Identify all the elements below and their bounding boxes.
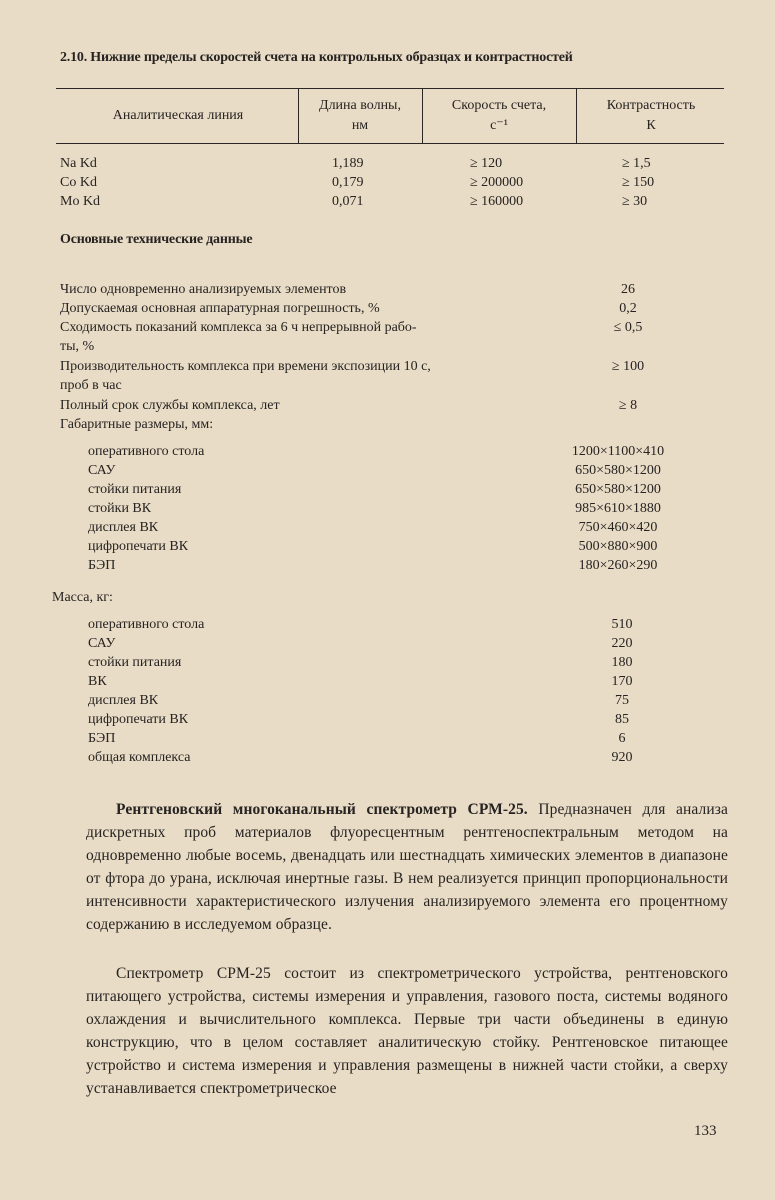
cell-contrast: ≥ 150 — [622, 175, 655, 190]
paragraph-text: Предназначен для анализа дискретных проб материалов флуоресцентным рентгеноспектральным методом на одновременно любые восемь, двенадцать или шестнадцать химических элементов в диапазоне от фтора до урана, исключая инертные газы. В нем реализуется принцип пропорциональности интенсивности характеристического излучения анализируемого элемента его процентному содержанию в исследуемом образце. — [86, 801, 728, 933]
cell-line: Mo Kd — [60, 194, 101, 209]
spec-label-continued: ты, % — [60, 339, 95, 354]
dimension-value: 500×880×900 — [578, 539, 658, 554]
mass-value: 170 — [611, 674, 633, 689]
table-header-rule — [56, 143, 724, 144]
spec-label: Число одновременно анализируемых элементов — [60, 282, 347, 297]
dimension-label: стойки питания — [88, 482, 182, 497]
dimension-value: 650×580×1200 — [575, 463, 661, 478]
table-row — [56, 175, 724, 194]
dimension-value: 180×260×290 — [578, 558, 658, 573]
header-wavelength-line2: нм — [351, 118, 369, 133]
dimension-value: 1200×1100×410 — [571, 444, 665, 459]
cell-wavelength: 0,179 — [332, 175, 364, 190]
header-wavelength-line1: Длина волны, — [319, 98, 401, 113]
dimension-label: стойки ВК — [88, 501, 152, 516]
table-top-rule — [56, 88, 724, 89]
page-number: 133 — [694, 1123, 717, 1139]
paragraph-text: Спектрометр СРМ-25 состоит из спектрометрического устройства, рентгеновского питающего устройства, системы измерения и управления, газового поста, системы водяного охлаждения и вычислительного комплекса. Первые три части объединены в единую конструкцию, что в целом составляет аналитическую стойку. Рентгеновское питающее устройство и система измерения и управления размещены в нижней части стойки, а сверху устанавливается спектрометрическое — [86, 965, 728, 1097]
dimension-label: цифропечати ВК — [88, 539, 189, 554]
mass-value: 180 — [611, 655, 633, 670]
table-caption: 2.10. Нижние пределы скоростей счета на контрольных образцах и контрастностей — [60, 50, 573, 65]
header-contrast-line1: Контрастность — [606, 98, 696, 113]
header-wavelength — [300, 96, 420, 136]
dimension-value: 650×580×1200 — [575, 482, 661, 497]
mass-label: стойки питания — [88, 655, 182, 670]
body-paragraph — [86, 798, 728, 936]
dimension-value: 985×610×1880 — [575, 501, 661, 516]
header-count-rate-line1: Скорость счета, — [451, 98, 547, 113]
section-subheading: Основные технические данные — [60, 232, 253, 247]
mass-value: 6 — [618, 731, 626, 746]
dimension-label: БЭП — [88, 558, 116, 573]
spec-label-continued: проб в час — [60, 378, 122, 393]
header-contrast — [578, 96, 724, 136]
header-count-rate — [424, 96, 574, 136]
spec-value: ≤ 0,5 — [613, 320, 643, 335]
mass-value: 85 — [615, 712, 629, 727]
spec-value: ≥ 100 — [611, 359, 645, 374]
spec-value: ≥ 8 — [618, 398, 638, 413]
dimension-label: САУ — [88, 463, 116, 478]
column-divider — [576, 89, 577, 143]
dimension-label: оперативного стола — [88, 444, 205, 459]
spec-value: 0,2 — [619, 301, 637, 316]
dimensions-heading-text: Габаритные размеры, мм: — [60, 417, 214, 432]
mass-value: 510 — [611, 617, 633, 632]
mass-value: 920 — [611, 750, 633, 765]
table-row — [56, 156, 724, 175]
mass-label: САУ — [88, 636, 116, 651]
mass-label: цифропечати ВК — [88, 712, 189, 727]
mass-value: 220 — [611, 636, 633, 651]
body-paragraph — [86, 962, 728, 1100]
mass-label: общая комплекса — [88, 750, 191, 765]
cell-count-rate: ≥ 160000 — [470, 194, 524, 209]
mass-label: оперативного стола — [88, 617, 205, 632]
spec-label: Производительность комплекса при времени экспозиции 10 с, — [60, 359, 431, 374]
mass-label: дисплея ВК — [88, 693, 159, 708]
cell-contrast: ≥ 1,5 — [622, 156, 651, 171]
spec-label: Полный срок службы комплекса, лет — [60, 398, 280, 413]
cell-count-rate: ≥ 120 — [470, 156, 503, 171]
spec-label: Сходимость показаний комплекса за 6 ч непрерывной рабо- — [60, 320, 417, 335]
cell-count-rate: ≥ 200000 — [470, 175, 524, 190]
paragraph-lead: Рентгеновский многоканальный спектрометр СРМ-25. — [116, 801, 528, 818]
cell-contrast: ≥ 30 — [622, 194, 648, 209]
table-row — [56, 194, 724, 213]
header-contrast-line2: К — [646, 118, 656, 133]
cell-wavelength: 1,189 — [332, 156, 364, 171]
column-divider — [298, 89, 299, 143]
spec-label: Допускаемая основная аппаратурная погрешность, % — [60, 301, 380, 316]
cell-line: Na Kd — [60, 156, 97, 171]
cell-line: Co Kd — [60, 175, 97, 190]
dimension-label: дисплея ВК — [88, 520, 159, 535]
header-count-rate-line2: с⁻¹ — [490, 118, 508, 133]
header-analytical-line: Аналитическая линия — [112, 108, 244, 123]
dimension-value: 750×460×420 — [578, 520, 658, 535]
mass-label: БЭП — [88, 731, 116, 746]
column-divider — [422, 89, 423, 143]
mass-value: 75 — [615, 693, 629, 708]
mass-label: ВК — [88, 674, 107, 689]
cell-wavelength: 0,071 — [332, 194, 364, 209]
mass-heading-text: Масса, кг: — [52, 590, 113, 605]
spec-value: 26 — [621, 282, 635, 297]
